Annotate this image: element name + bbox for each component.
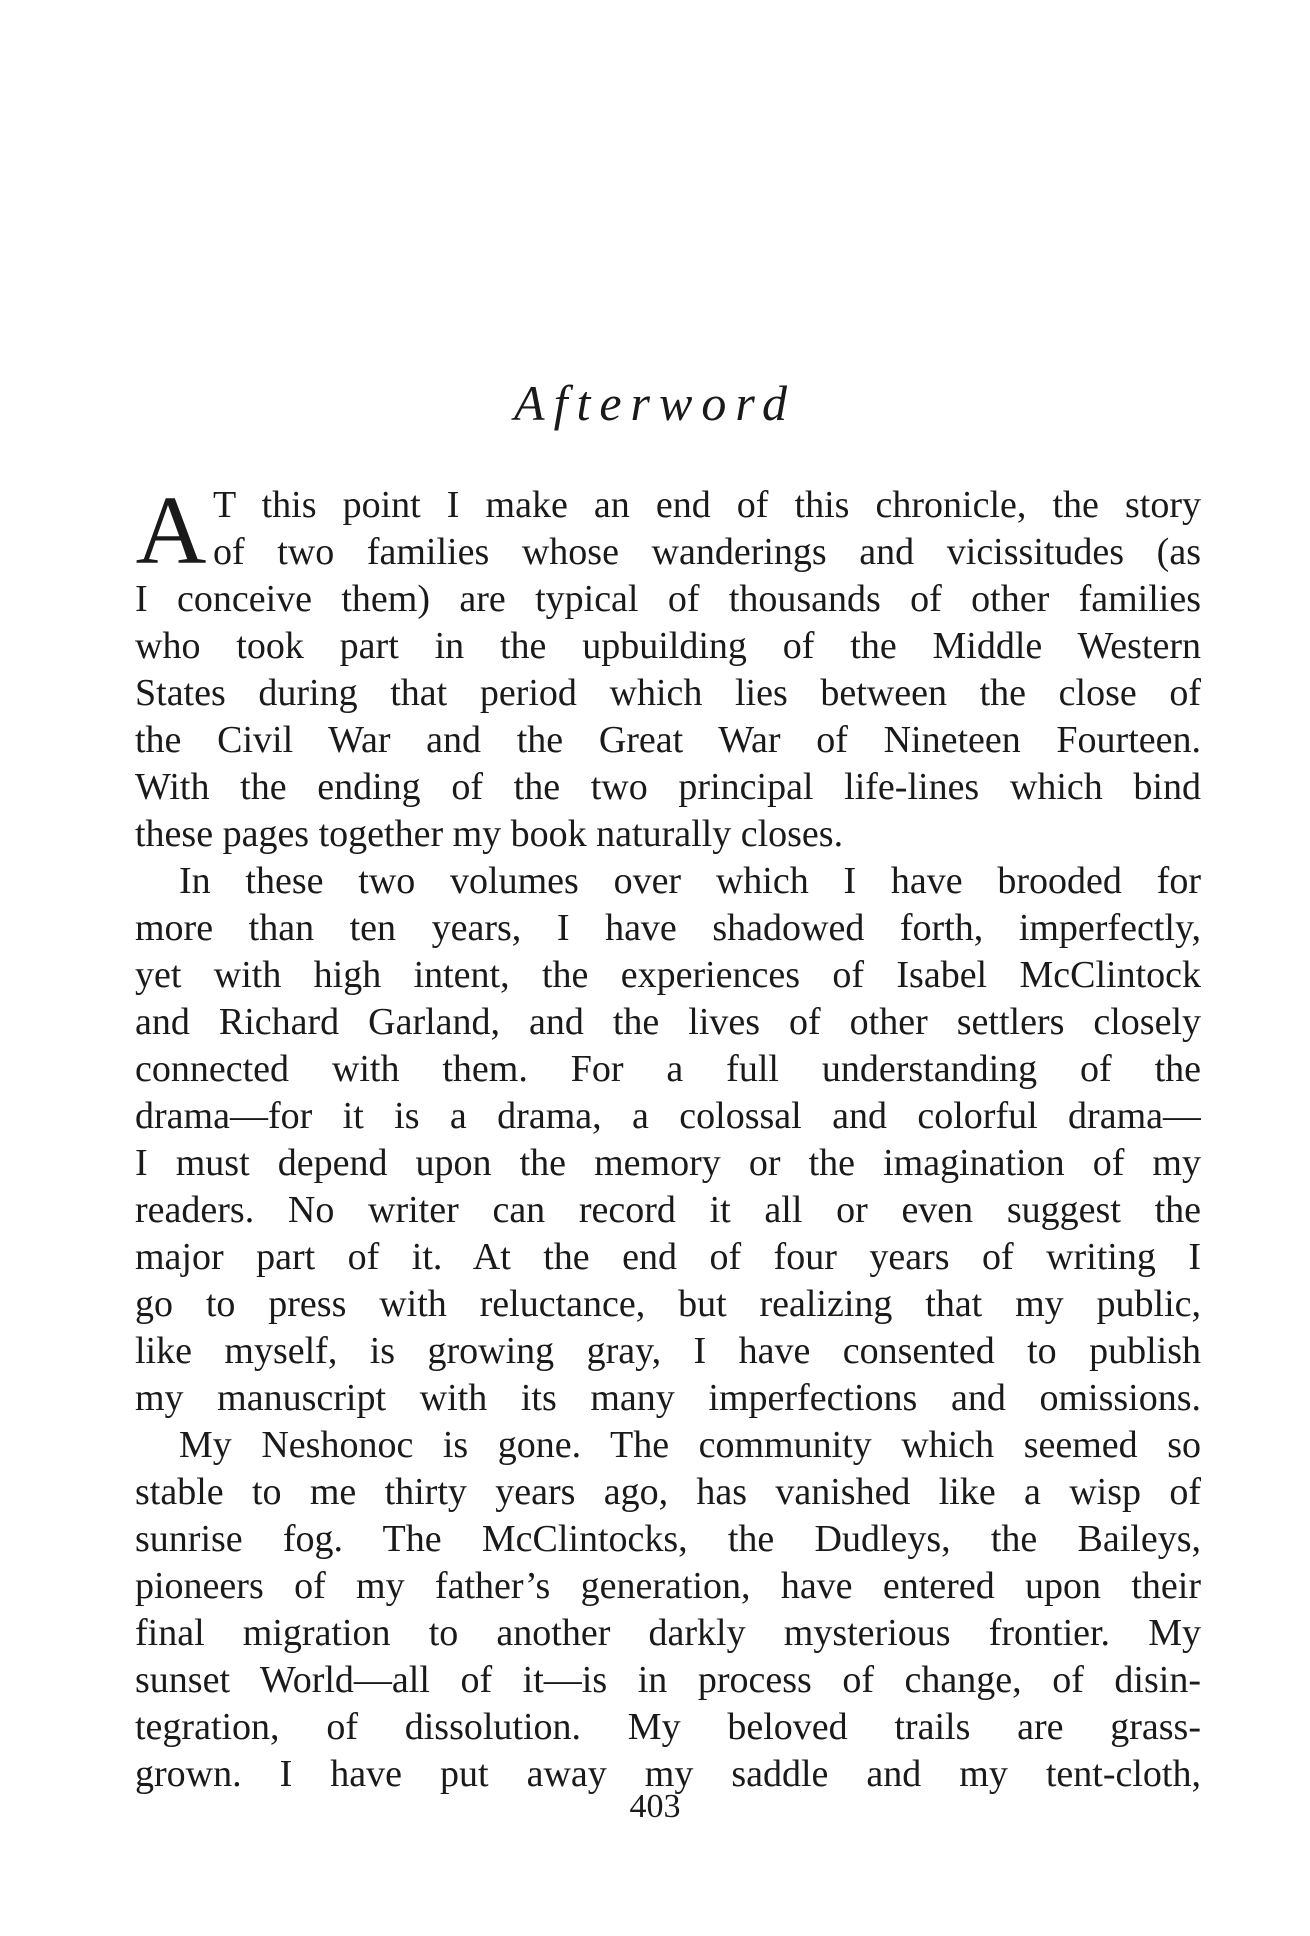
text-line: States during that period which lies between the close of — [135, 672, 1201, 714]
text-line: pioneers of my father’s generation, have entered upon their — [135, 1565, 1201, 1607]
text-line: these pages together my book naturally closes. — [135, 813, 844, 855]
text-line: grown. I have put away my saddle and my tent-cloth, — [135, 1753, 1201, 1795]
text-line: final migration to another darkly mysterious frontier. My — [135, 1612, 1201, 1654]
text-line: drama—for it is a drama, a colossal and colorful drama— — [135, 1095, 1201, 1137]
text-line: who took part in the upbuilding of the Middle Western — [135, 625, 1201, 667]
chapter-title: Afterword — [514, 375, 796, 431]
text-line: With the ending of the two principal life-lines which bind — [135, 766, 1201, 808]
text-line: In these two volumes over which I have brooded for — [179, 860, 1201, 902]
text-line: more than ten years, I have shadowed forth, imperfectly, — [135, 907, 1201, 949]
text-line: major part of it. At the end of four years of writing I — [135, 1236, 1201, 1278]
text-line: tegration, of dissolution. My beloved trails are grass- — [135, 1706, 1201, 1748]
text-line: My Neshonoc is gone. The community which seemed so — [179, 1424, 1201, 1466]
text-line: and Richard Garland, and the lives of other settlers closely — [135, 1001, 1201, 1043]
text-line: go to press with reluctance, but realizing that my public, — [135, 1283, 1201, 1325]
text-line: like myself, is growing gray, I have consented to publish — [135, 1330, 1201, 1372]
text-line: sunrise fog. The McClintocks, the Dudleys, the Baileys, — [135, 1518, 1201, 1560]
text-line: readers. No writer can record it all or even suggest the — [135, 1189, 1201, 1231]
text-line: stable to me thirty years ago, has vanished like a wisp of — [135, 1471, 1201, 1513]
text-line: T this point I make an end of this chronicle, the story — [213, 484, 1201, 526]
text-line: the Civil War and the Great War of Nineteen Fourteen. — [135, 719, 1201, 761]
text-line: connected with them. For a full understanding of the — [135, 1048, 1201, 1090]
page-number: 403 — [629, 1788, 681, 1825]
text-line: my manuscript with its many imperfections and omissions. — [135, 1377, 1201, 1419]
body-text — [135, 477, 1201, 1798]
text-line: I conceive them) are typical of thousands of other families — [135, 578, 1201, 620]
drop-cap: A — [135, 477, 207, 585]
text-line: of two families whose wanderings and vicissitudes (as — [213, 531, 1201, 573]
text-line: I must depend upon the memory or the imagination of my — [135, 1142, 1201, 1184]
text-line: sunset World—all of it—is in process of change, of disin- — [135, 1659, 1201, 1701]
text-line: yet with high intent, the experiences of Isabel McClintock — [135, 954, 1201, 996]
